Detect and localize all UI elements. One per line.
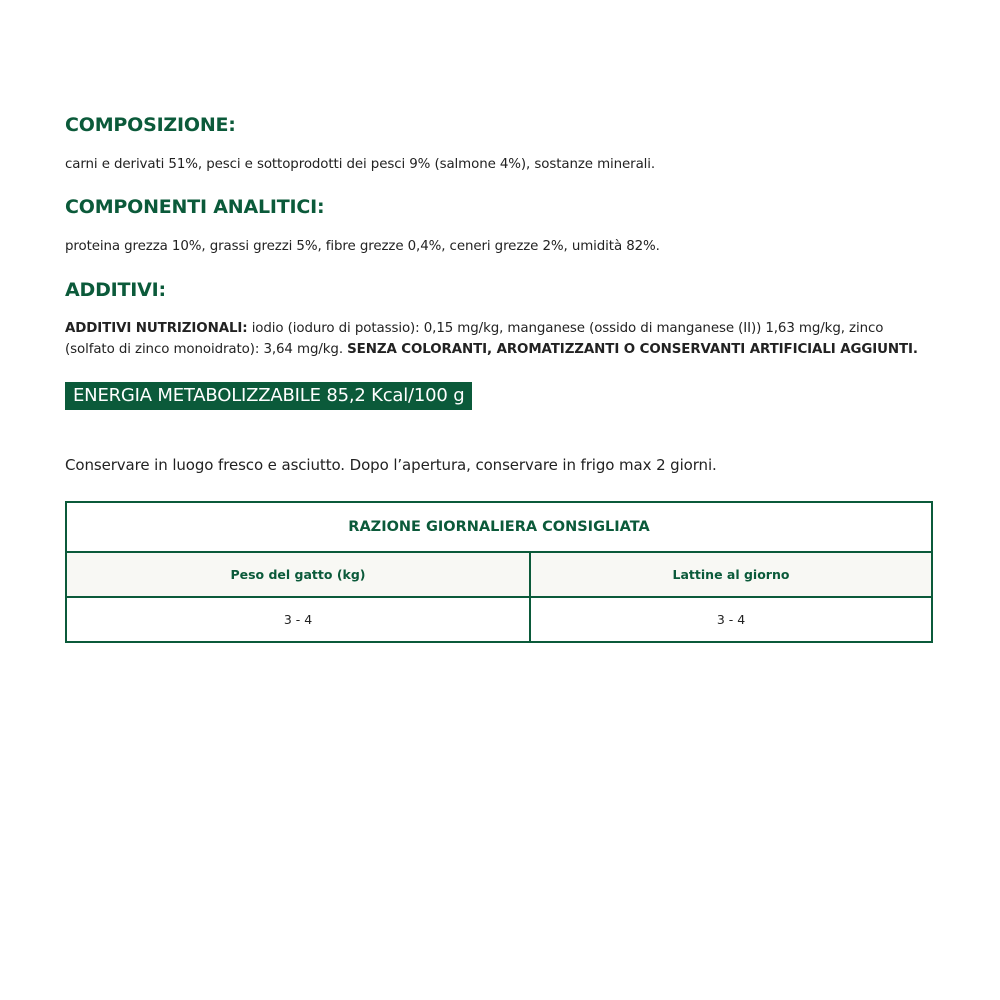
analytical-components-heading: COMPONENTI ANALITICI: bbox=[65, 196, 325, 218]
additives-text bbox=[65, 318, 935, 360]
additives-note: SENZA COLORANTI, AROMATIZZANTI O CONSERVANTI ARTIFICIALI AGGIUNTI. bbox=[347, 342, 918, 357]
column-header-cans-per-day: Lattine al giorno bbox=[672, 567, 790, 582]
ration-table-title: RAZIONE GIORNALIERA CONSIGLIATA bbox=[67, 503, 931, 553]
metabolizable-energy-banner: ENERGIA METABOLIZZABILE 85,2 Kcal/100 g bbox=[65, 382, 472, 410]
analytical-components-text: proteina grezza 10%, grassi grezzi 5%, fibre grezze 0,4%, ceneri grezze 2%, umidità 82%. bbox=[65, 239, 660, 254]
additives-label: ADDITIVI NUTRIZIONALI: bbox=[65, 321, 248, 336]
storage-instructions: Conservare in luogo fresco e asciutto. Dopo l’apertura, conservare in frigo max 2 giorni. bbox=[65, 456, 717, 474]
column-header-cat-weight: Peso del gatto (kg) bbox=[67, 553, 531, 596]
table-row bbox=[67, 598, 931, 641]
cell-cans-per-day: 3 - 4 bbox=[716, 612, 746, 627]
additives-heading: ADDITIVI: bbox=[65, 279, 166, 301]
composition-text: carni e derivati 51%, pesci e sottoprodotti dei pesci 9% (salmone 4%), sostanze minerali. bbox=[65, 157, 656, 172]
daily-ration-table bbox=[65, 501, 933, 643]
additives-details: iodio (ioduro di potassio): 0,15 mg/kg, manganese (ossido di manganese (II)) 1,63 mg/kg, zinco (solfato di zinco monoidrato): 3,64 mg/kg. bbox=[65, 321, 884, 357]
composition-heading: COMPOSIZIONE: bbox=[65, 114, 236, 136]
table-header-row bbox=[67, 553, 931, 598]
cell-cat-weight: 3 - 4 bbox=[67, 598, 531, 641]
